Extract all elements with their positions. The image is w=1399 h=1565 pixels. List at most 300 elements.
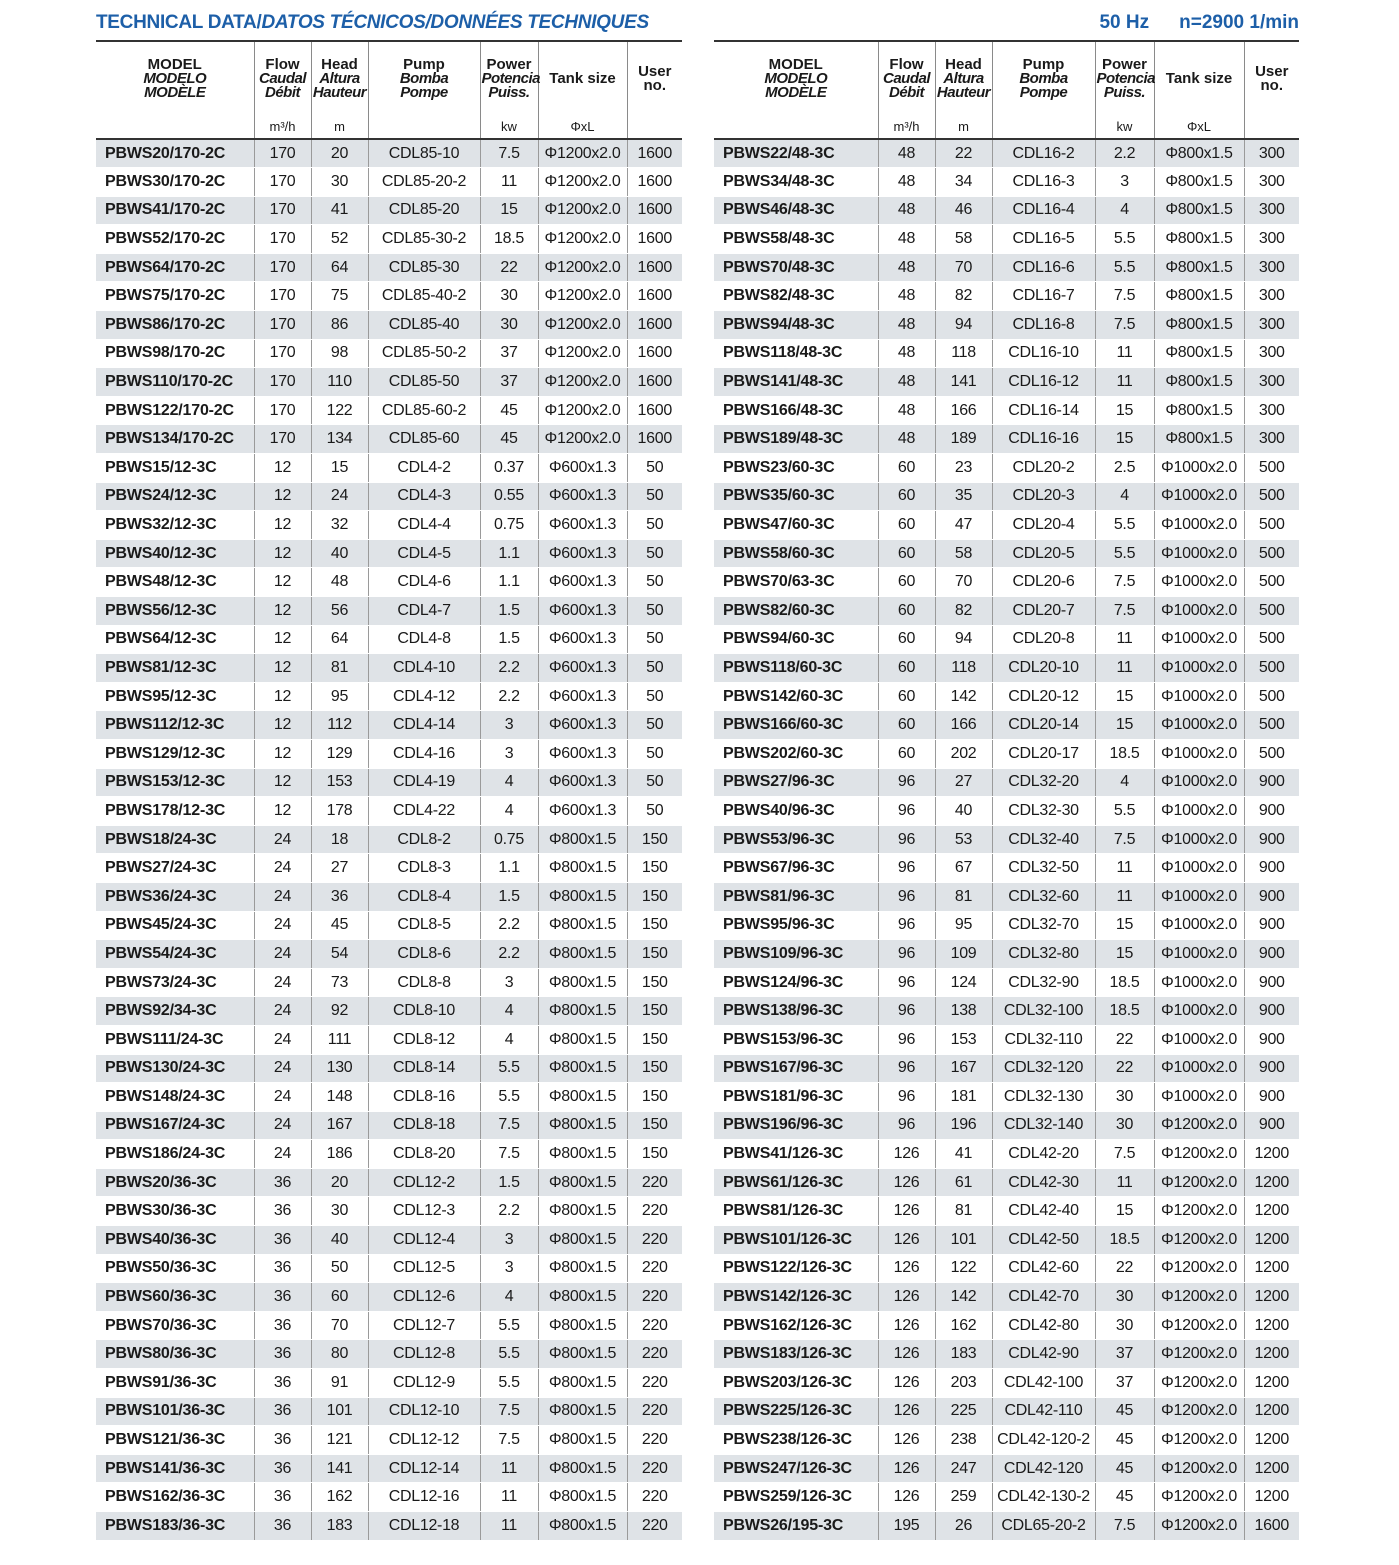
- table-row: [714, 825, 1299, 854]
- cell-tank: Φ800x1.5: [538, 1197, 627, 1226]
- cell-flow: 60: [878, 739, 935, 768]
- header-user-line: User: [638, 63, 672, 80]
- cell-model: PBWS60/36-3C: [96, 1283, 254, 1312]
- cell-user: 500: [1244, 711, 1299, 740]
- cell-tank: Φ800x1.5: [538, 1426, 627, 1455]
- cell-tank: Φ800x1.5: [538, 1140, 627, 1169]
- cell-user: 220: [627, 1254, 682, 1283]
- cell-head: 34: [935, 168, 992, 197]
- cell-user: 1600: [627, 368, 682, 397]
- cell-flow: 48: [878, 396, 935, 425]
- page-title: [96, 12, 649, 34]
- cell-user: 500: [1244, 482, 1299, 511]
- header-user-line: no.: [1260, 77, 1283, 94]
- cell-user: 1600: [627, 196, 682, 225]
- cell-model: PBWS142/126-3C: [714, 1283, 878, 1312]
- cell-flow: 96: [878, 968, 935, 997]
- cell-pump: CDL4-2: [368, 454, 480, 483]
- table-row: [714, 1340, 1299, 1369]
- cell-tank: Φ800x1.5: [538, 1454, 627, 1483]
- cell-head: 167: [311, 1111, 368, 1140]
- cell-power: 4: [1095, 196, 1154, 225]
- cell-head: 122: [311, 396, 368, 425]
- cell-tank: Φ1000x2.0: [1154, 968, 1244, 997]
- cell-tank: Φ800x1.5: [1154, 368, 1244, 397]
- cell-user: 50: [627, 454, 682, 483]
- cell-tank: Φ800x1.5: [1154, 253, 1244, 282]
- cell-tank: Φ800x1.5: [1154, 282, 1244, 311]
- cell-model: PBWS110/170-2C: [96, 368, 254, 397]
- cell-model: PBWS70/48-3C: [714, 253, 878, 282]
- cell-head: 186: [311, 1140, 368, 1169]
- cell-model: PBWS153/96-3C: [714, 1025, 878, 1054]
- technical-table-right: [714, 40, 1299, 1541]
- cell-head: 112: [311, 711, 368, 740]
- cell-flow: 60: [878, 454, 935, 483]
- table-row: [714, 682, 1299, 711]
- header-power: [1095, 41, 1154, 116]
- cell-head: 153: [311, 768, 368, 797]
- cell-model: PBWS101/126-3C: [714, 1226, 878, 1255]
- cell-power: 22: [1095, 1054, 1154, 1083]
- cell-flow: 60: [878, 682, 935, 711]
- header-flow-unit: m³/h: [878, 116, 935, 139]
- cell-pump: CDL4-3: [368, 482, 480, 511]
- cell-flow: 12: [254, 597, 311, 626]
- cell-tank: Φ800x1.5: [538, 1483, 627, 1512]
- cell-tank: Φ1200x2.0: [1154, 1226, 1244, 1255]
- header-tank-unit: ΦxL: [1154, 116, 1244, 139]
- cell-pump: CDL8-14: [368, 1054, 480, 1083]
- table-header: [96, 41, 682, 139]
- cell-pump: CDL85-60-2: [368, 396, 480, 425]
- cell-user: 50: [627, 482, 682, 511]
- cell-tank: Φ800x1.5: [538, 940, 627, 969]
- cell-pump: CDL12-2: [368, 1168, 480, 1197]
- cell-head: 189: [935, 425, 992, 454]
- cell-head: 56: [311, 597, 368, 626]
- cell-tank: Φ600x1.3: [538, 597, 627, 626]
- cell-model: PBWS73/24-3C: [96, 968, 254, 997]
- cell-power: 0.55: [480, 482, 538, 511]
- cell-model: PBWS20/36-3C: [96, 1168, 254, 1197]
- cell-model: PBWS18/24-3C: [96, 825, 254, 854]
- cell-pump: CDL8-3: [368, 854, 480, 883]
- cell-model: PBWS95/96-3C: [714, 911, 878, 940]
- cell-pump: CDL42-20: [992, 1140, 1095, 1169]
- cell-pump: CDL4-14: [368, 711, 480, 740]
- header-pump-line: Bomba: [399, 70, 449, 87]
- cell-tank: Φ1200x2.0: [1154, 1254, 1244, 1283]
- table-row: [714, 940, 1299, 969]
- cell-flow: 126: [878, 1426, 935, 1455]
- cell-power: 0.37: [480, 454, 538, 483]
- cell-model: PBWS23/60-3C: [714, 454, 878, 483]
- cell-head: 141: [935, 368, 992, 397]
- cell-flow: 24: [254, 1025, 311, 1054]
- cell-user: 500: [1244, 597, 1299, 626]
- cell-tank: Φ1200x2.0: [538, 425, 627, 454]
- table-row: [714, 1397, 1299, 1426]
- cell-head: 27: [935, 768, 992, 797]
- cell-pump: CDL16-10: [992, 339, 1095, 368]
- cell-pump: CDL42-50: [992, 1226, 1095, 1255]
- cell-head: 58: [935, 225, 992, 254]
- table-row: [96, 454, 682, 483]
- table-row: [96, 997, 682, 1026]
- cell-tank: Φ1000x2.0: [1154, 711, 1244, 740]
- table-row: [714, 454, 1299, 483]
- cell-pump: CDL32-40: [992, 825, 1095, 854]
- cell-model: PBWS162/36-3C: [96, 1483, 254, 1512]
- cell-power: 4: [1095, 482, 1154, 511]
- cell-power: 7.5: [1095, 282, 1154, 311]
- cell-tank: Φ800x1.5: [1154, 339, 1244, 368]
- table-body: [714, 139, 1299, 1540]
- table-row: [714, 139, 1299, 168]
- table-row: [96, 654, 682, 683]
- header-head-line: Hauteur: [936, 84, 991, 101]
- table-row: [96, 168, 682, 197]
- cell-model: PBWS22/48-3C: [714, 139, 878, 168]
- cell-tank: Φ1000x2.0: [1154, 454, 1244, 483]
- cell-tank: Φ600x1.3: [538, 711, 627, 740]
- cell-user: 50: [627, 768, 682, 797]
- cell-power: 11: [1095, 625, 1154, 654]
- table-row: [96, 1254, 682, 1283]
- table-row: [96, 825, 682, 854]
- table-header: [714, 41, 1299, 139]
- table-row: [714, 311, 1299, 340]
- cell-tank: Φ1200x2.0: [538, 282, 627, 311]
- cell-model: PBWS167/96-3C: [714, 1054, 878, 1083]
- cell-tank: Φ600x1.3: [538, 654, 627, 683]
- cell-user: 150: [627, 825, 682, 854]
- table-row: [96, 482, 682, 511]
- cell-tank: Φ800x1.5: [538, 1226, 627, 1255]
- cell-power: 2.2: [480, 654, 538, 683]
- cell-head: 82: [935, 597, 992, 626]
- cell-user: 300: [1244, 139, 1299, 168]
- cell-flow: 24: [254, 882, 311, 911]
- cell-flow: 60: [878, 539, 935, 568]
- cell-power: 18.5: [1095, 1226, 1154, 1255]
- cell-head: 92: [311, 997, 368, 1026]
- cell-model: PBWS81/12-3C: [96, 654, 254, 683]
- cell-user: 150: [627, 1054, 682, 1083]
- cell-model: PBWS45/24-3C: [96, 911, 254, 940]
- cell-flow: 12: [254, 797, 311, 826]
- cell-flow: 24: [254, 1111, 311, 1140]
- cell-user: 900: [1244, 1111, 1299, 1140]
- cell-user: 900: [1244, 882, 1299, 911]
- cell-power: 1.1: [480, 854, 538, 883]
- cell-model: PBWS92/34-3C: [96, 997, 254, 1026]
- cell-flow: 36: [254, 1226, 311, 1255]
- cell-flow: 24: [254, 911, 311, 940]
- cell-power: 30: [1095, 1111, 1154, 1140]
- cell-tank: Φ800x1.5: [538, 997, 627, 1026]
- cell-tank: Φ1000x2.0: [1154, 1054, 1244, 1083]
- table-row: [96, 253, 682, 282]
- cell-tank: Φ1200x2.0: [1154, 1311, 1244, 1340]
- cell-head: 138: [935, 997, 992, 1026]
- cell-pump: CDL20-4: [992, 511, 1095, 540]
- header-model-line: MODELO: [143, 70, 207, 87]
- cell-user: 1600: [1244, 1512, 1299, 1541]
- cell-power: 7.5: [480, 1111, 538, 1140]
- cell-model: PBWS129/12-3C: [96, 739, 254, 768]
- cell-pump: CDL12-8: [368, 1340, 480, 1369]
- cell-model: PBWS162/126-3C: [714, 1311, 878, 1340]
- cell-flow: 126: [878, 1483, 935, 1512]
- cell-user: 1200: [1244, 1226, 1299, 1255]
- cell-power: 15: [480, 196, 538, 225]
- cell-user: 50: [627, 711, 682, 740]
- cell-model: PBWS27/24-3C: [96, 854, 254, 883]
- cell-pump: CDL85-30-2: [368, 225, 480, 254]
- cell-power: 45: [1095, 1397, 1154, 1426]
- cell-power: 5.5: [1095, 511, 1154, 540]
- cell-flow: 96: [878, 882, 935, 911]
- table-row: [714, 625, 1299, 654]
- cell-pump: CDL32-110: [992, 1025, 1095, 1054]
- cell-model: PBWS70/36-3C: [96, 1311, 254, 1340]
- cell-tank: Φ800x1.5: [538, 968, 627, 997]
- cell-pump: CDL12-4: [368, 1226, 480, 1255]
- cell-model: PBWS52/170-2C: [96, 225, 254, 254]
- header-power-unit: kw: [480, 116, 538, 139]
- header-pump-line: Pompe: [400, 84, 448, 101]
- title-translations: DATOS TÉCNICOS/DONNÉES TECHNIQUES: [261, 12, 649, 33]
- cell-tank: Φ1000x2.0: [1154, 768, 1244, 797]
- cell-power: 7.5: [480, 1397, 538, 1426]
- cell-tank: Φ1000x2.0: [1154, 854, 1244, 883]
- cell-pump: CDL32-20: [992, 768, 1095, 797]
- cell-pump: CDL32-130: [992, 1083, 1095, 1112]
- cell-power: 11: [1095, 654, 1154, 683]
- cell-flow: 126: [878, 1311, 935, 1340]
- cell-power: 37: [480, 368, 538, 397]
- cell-head: 129: [311, 739, 368, 768]
- table-row: [96, 1397, 682, 1426]
- cell-tank: Φ1200x2.0: [538, 339, 627, 368]
- cell-model: PBWS153/12-3C: [96, 768, 254, 797]
- cell-tank: Φ800x1.5: [538, 1311, 627, 1340]
- cell-head: 32: [311, 511, 368, 540]
- table-row: [96, 282, 682, 311]
- cell-user: 220: [627, 1397, 682, 1426]
- header-user-unit: [627, 116, 682, 139]
- header-model-line: MODEL: [147, 56, 202, 73]
- header-head-unit: m: [311, 116, 368, 139]
- cell-power: 37: [480, 339, 538, 368]
- cell-head: 81: [311, 654, 368, 683]
- cell-power: 5.5: [1095, 225, 1154, 254]
- table-row: [714, 1140, 1299, 1169]
- cell-user: 500: [1244, 625, 1299, 654]
- cell-tank: Φ1200x2.0: [1154, 1426, 1244, 1455]
- cell-head: 162: [935, 1311, 992, 1340]
- cell-power: 30: [480, 311, 538, 340]
- table-row: [96, 1454, 682, 1483]
- cell-user: 220: [627, 1454, 682, 1483]
- cell-flow: 24: [254, 997, 311, 1026]
- cell-flow: 36: [254, 1397, 311, 1426]
- cell-tank: Φ800x1.5: [1154, 196, 1244, 225]
- cell-pump: CDL16-2: [992, 139, 1095, 168]
- cell-pump: CDL16-6: [992, 253, 1095, 282]
- header-user: [627, 41, 682, 116]
- cell-user: 1200: [1244, 1283, 1299, 1312]
- cell-user: 500: [1244, 539, 1299, 568]
- table-row: [96, 911, 682, 940]
- cell-user: 1600: [627, 253, 682, 282]
- cell-flow: 96: [878, 768, 935, 797]
- cell-power: 7.5: [1095, 597, 1154, 626]
- cell-flow: 48: [878, 168, 935, 197]
- cell-head: 101: [935, 1226, 992, 1255]
- cell-head: 82: [935, 282, 992, 311]
- cell-model: PBWS27/96-3C: [714, 768, 878, 797]
- cell-user: 50: [627, 654, 682, 683]
- table-row: [714, 711, 1299, 740]
- cell-power: 15: [1095, 396, 1154, 425]
- cell-power: 15: [1095, 425, 1154, 454]
- cell-model: PBWS58/48-3C: [714, 225, 878, 254]
- cell-power: 4: [480, 1283, 538, 1312]
- cell-pump: CDL42-90: [992, 1340, 1095, 1369]
- header-flow-line: Caudal: [882, 70, 930, 87]
- header-power-line: Power: [1101, 56, 1147, 73]
- cell-power: 7.5: [480, 1140, 538, 1169]
- cell-user: 220: [627, 1483, 682, 1512]
- cell-model: PBWS50/36-3C: [96, 1254, 254, 1283]
- cell-flow: 36: [254, 1168, 311, 1197]
- cell-pump: CDL4-7: [368, 597, 480, 626]
- header-pump-line: Pompe: [1019, 84, 1068, 101]
- cell-head: 18: [311, 825, 368, 854]
- cell-flow: 36: [254, 1454, 311, 1483]
- cell-model: PBWS189/48-3C: [714, 425, 878, 454]
- cell-head: 181: [935, 1083, 992, 1112]
- table-row: [96, 1140, 682, 1169]
- cell-model: PBWS121/36-3C: [96, 1426, 254, 1455]
- cell-flow: 24: [254, 1083, 311, 1112]
- table-row: [96, 1226, 682, 1255]
- cell-head: 118: [935, 339, 992, 368]
- cell-model: PBWS98/170-2C: [96, 339, 254, 368]
- cell-user: 1200: [1244, 1397, 1299, 1426]
- cell-user: 300: [1244, 253, 1299, 282]
- cell-head: 40: [311, 539, 368, 568]
- table-row: [714, 1025, 1299, 1054]
- cell-model: PBWS48/12-3C: [96, 568, 254, 597]
- cell-model: PBWS196/96-3C: [714, 1111, 878, 1140]
- cell-user: 1200: [1244, 1369, 1299, 1398]
- cell-tank: Φ1200x2.0: [1154, 1140, 1244, 1169]
- cell-tank: Φ1200x2.0: [538, 396, 627, 425]
- table-row: [96, 1025, 682, 1054]
- header-model-line: MODÈLE: [765, 84, 827, 101]
- cell-pump: CDL42-80: [992, 1311, 1095, 1340]
- cell-model: PBWS186/24-3C: [96, 1140, 254, 1169]
- table-row: [96, 139, 682, 168]
- cell-head: 58: [935, 539, 992, 568]
- cell-model: PBWS183/126-3C: [714, 1340, 878, 1369]
- table-row: [714, 1254, 1299, 1283]
- cell-flow: 126: [878, 1197, 935, 1226]
- cell-pump: CDL12-12: [368, 1426, 480, 1455]
- table-row: [96, 1369, 682, 1398]
- cell-power: 4: [1095, 768, 1154, 797]
- cell-tank: Φ800x1.5: [1154, 225, 1244, 254]
- cell-model: PBWS20/170-2C: [96, 139, 254, 168]
- cell-user: 1600: [627, 139, 682, 168]
- header-power-line: Power: [486, 56, 532, 73]
- cell-head: 27: [311, 854, 368, 883]
- cell-head: 166: [935, 396, 992, 425]
- cell-power: 11: [1095, 1168, 1154, 1197]
- header-flow-line: Caudal: [258, 70, 306, 87]
- cell-pump: CDL16-12: [992, 368, 1095, 397]
- header-pump-unit: [992, 116, 1095, 139]
- cell-tank: Φ1000x2.0: [1154, 997, 1244, 1026]
- cell-tank: Φ600x1.3: [538, 768, 627, 797]
- cell-user: 300: [1244, 339, 1299, 368]
- header-flow-line: Débit: [265, 84, 300, 101]
- cell-pump: CDL20-12: [992, 682, 1095, 711]
- cell-pump: CDL16-7: [992, 282, 1095, 311]
- cell-model: PBWS141/48-3C: [714, 368, 878, 397]
- cell-flow: 96: [878, 997, 935, 1026]
- cell-model: PBWS41/126-3C: [714, 1140, 878, 1169]
- cell-user: 500: [1244, 654, 1299, 683]
- cell-pump: CDL4-12: [368, 682, 480, 711]
- cell-power: 2.2: [480, 940, 538, 969]
- cell-tank: Φ800x1.5: [538, 1111, 627, 1140]
- cell-power: 11: [480, 1512, 538, 1541]
- table-row: [714, 882, 1299, 911]
- cell-head: 122: [935, 1254, 992, 1283]
- cell-pump: CDL32-90: [992, 968, 1095, 997]
- cell-model: PBWS134/170-2C: [96, 425, 254, 454]
- cell-pump: CDL8-4: [368, 882, 480, 911]
- cell-flow: 12: [254, 711, 311, 740]
- cell-tank: Φ1200x2.0: [538, 196, 627, 225]
- cell-flow: 170: [254, 368, 311, 397]
- cell-user: 1600: [627, 225, 682, 254]
- cell-flow: 96: [878, 854, 935, 883]
- cell-model: PBWS67/96-3C: [714, 854, 878, 883]
- cell-power: 5.5: [480, 1369, 538, 1398]
- cell-pump: CDL4-5: [368, 539, 480, 568]
- cell-head: 52: [311, 225, 368, 254]
- cell-flow: 12: [254, 482, 311, 511]
- cell-flow: 170: [254, 425, 311, 454]
- cell-tank: Φ800x1.5: [538, 1369, 627, 1398]
- cell-model: PBWS47/60-3C: [714, 511, 878, 540]
- cell-pump: CDL4-10: [368, 654, 480, 683]
- cell-flow: 126: [878, 1140, 935, 1169]
- table-row: [96, 196, 682, 225]
- cell-pump: CDL12-3: [368, 1197, 480, 1226]
- cell-user: 220: [627, 1512, 682, 1541]
- cell-tank: Φ600x1.3: [538, 682, 627, 711]
- cell-pump: CDL42-120-2: [992, 1426, 1095, 1455]
- cell-power: 5.5: [480, 1083, 538, 1112]
- cell-flow: 36: [254, 1426, 311, 1455]
